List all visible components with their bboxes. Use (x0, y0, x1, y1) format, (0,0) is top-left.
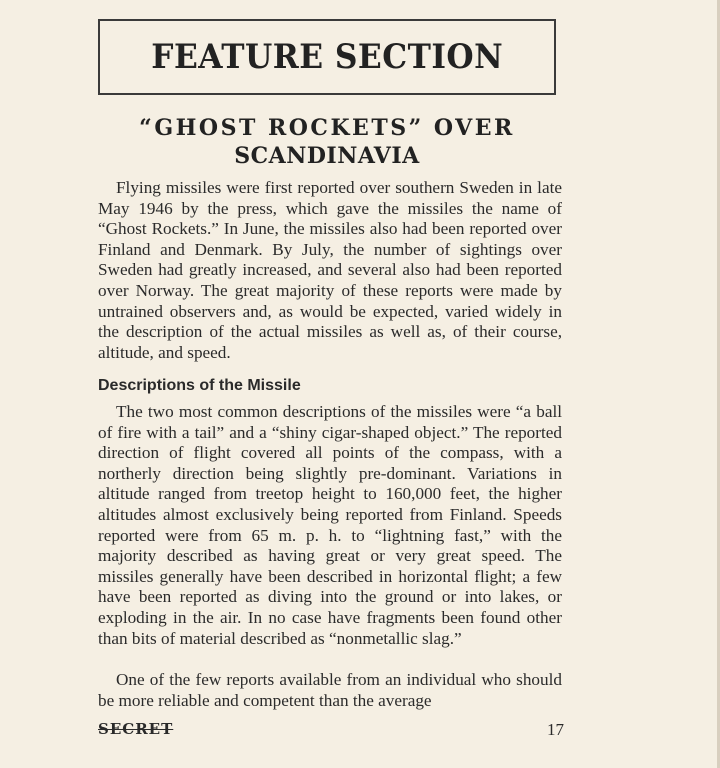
page-number: 17 (547, 720, 564, 739)
article-title-line2: SCANDINAVIA (234, 143, 420, 169)
paragraph-continued: One of the few reports available from an individual who should be more reliable and competent than the average (98, 670, 562, 710)
article-title-line1: “GHOST ROCKETS” OVER (139, 115, 515, 141)
section-header-box (98, 19, 556, 95)
classification-marking: SECRET (98, 720, 174, 738)
subheading-descriptions: Descriptions of the Missile (98, 377, 301, 394)
section-title: FEATURE SECTION (151, 37, 503, 77)
paragraph-descriptions: The two most common descriptions of the missiles were “a ball of fire with a tail” and a “shiny cigar-shaped object.” The reported direction of flight covered all points of the compass, with a northerly direction being slightly pre-dominant. Variations in altitude ranged from treetop height to 160,000 feet, the higher altitudes almost exclusively being reported from Finland. Speeds reported were from 65 m. p. h. to “lightning fast,” with the majority described as having great or very great speed. The missiles generally have been described in horizontal flight; a few have been reported as diving into the ground or into lakes, or exploding in the air. In no case have fragments been found other than bits of material described as “nonmetallic slag.” (98, 402, 562, 648)
paragraph-intro: Flying missiles were first reported over southern Sweden in late May 1946 by the press, which gave the missiles the name of “Ghost Rockets.” In June, the missiles also had been reported over Finland and Denmark. By July, the number of sightings over Sweden had greatly increased, and several also had been reported over Norway. The great majority of these reports were made by untrained observers and, as would be expected, varied widely in the description of the actual missiles as well as, of their course, altitude, and speed. (98, 178, 562, 362)
article-title (98, 114, 556, 170)
